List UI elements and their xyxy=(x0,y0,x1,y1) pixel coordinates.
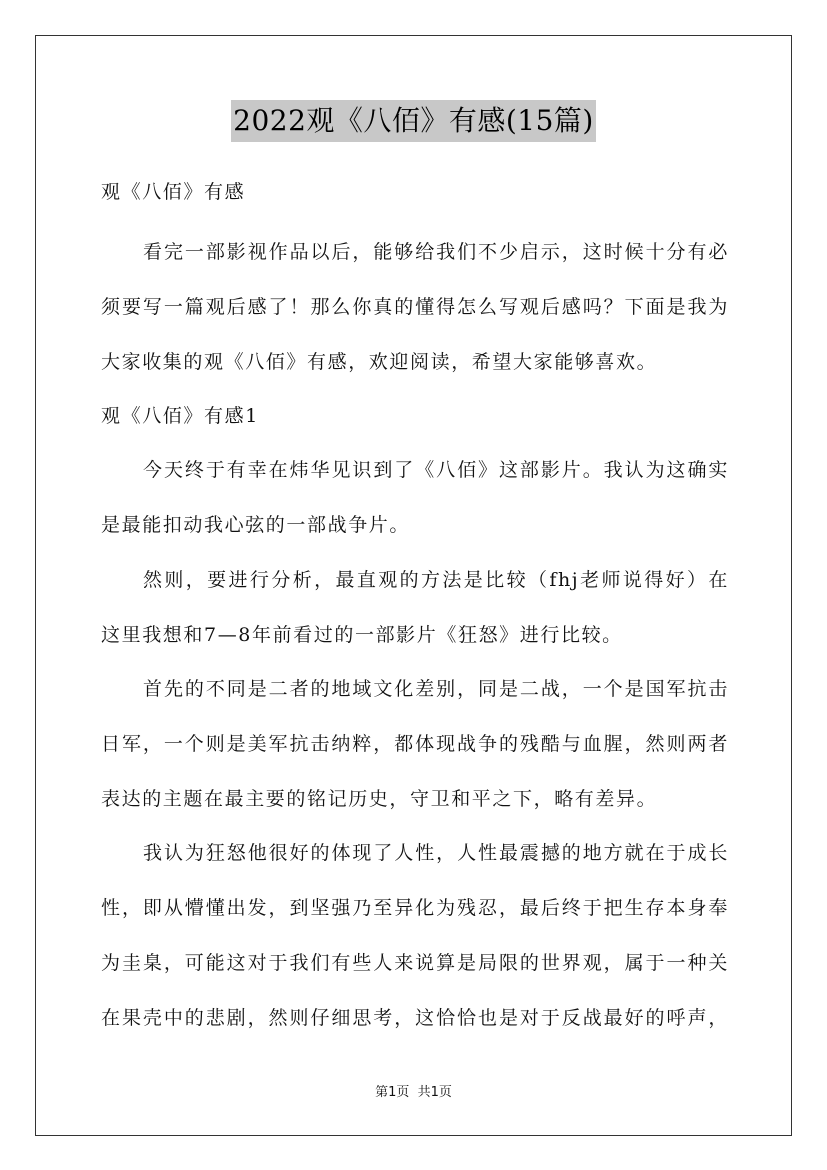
paragraph-line: 看完一部影视作品以后，能够给我们不少启示，这时候十分有必 xyxy=(143,241,729,263)
page-footer xyxy=(0,1084,827,1102)
page-total: 共1页 xyxy=(417,1085,452,1100)
paragraph-line: 日军，一个则是美军抗击纳粹，都体现战争的残酷与血腥，然则两者 xyxy=(101,733,729,755)
paragraph-line: 我认为狂怒他很好的体现了人性，人性最震撼的地方就在于成长 xyxy=(143,842,729,864)
paragraph-line: 这里我想和7—8年前看过的一部影片《狂怒》进行比较。 xyxy=(101,624,623,646)
paragraph-line: 今天终于有幸在炜华见识到了《八佰》这部影片。我认为这确实 xyxy=(143,459,729,481)
document-body xyxy=(101,174,729,1031)
paragraph-line: 是最能扣动我心弦的一部战争片。 xyxy=(101,514,411,536)
paragraph-line: 须要写一篇观后感了！那么你真的懂得怎么写观后感吗？下面是我为 xyxy=(101,296,729,318)
paragraph-line: 为圭臬，可能这对于我们有些人来说算是局限的世界观，属于一种关 xyxy=(101,952,729,974)
paragraph-line: 表达的主题在最主要的铭记历史，守卫和平之下，略有差异。 xyxy=(101,788,658,810)
paragraph-line: 大家收集的观《八佰》有感，欢迎阅读，希望大家能够喜欢。 xyxy=(101,351,658,373)
page-number: 第1页 xyxy=(375,1085,410,1100)
paragraph-line: 然则，要进行分析，最直观的方法是比较（fhj老师说得好）在 xyxy=(143,569,729,591)
paragraph-line: 在果壳中的悲剧，然则仔细思考，这恰恰也是对于反战最好的呼声， xyxy=(101,1007,729,1029)
title-container xyxy=(0,100,827,142)
document-title: 2022观《八佰》有感(15篇) xyxy=(231,100,596,142)
paragraph-line: 性，即从懵懂出发，到坚强乃至异化为残忍，最后终于把生存本身奉 xyxy=(101,897,729,919)
section-heading: 观《八佰》有感1 xyxy=(101,405,259,427)
section-heading: 观《八佰》有感 xyxy=(101,181,246,203)
paragraph-line: 首先的不同是二者的地域文化差别，同是二战，一个是国军抗击 xyxy=(143,678,729,700)
